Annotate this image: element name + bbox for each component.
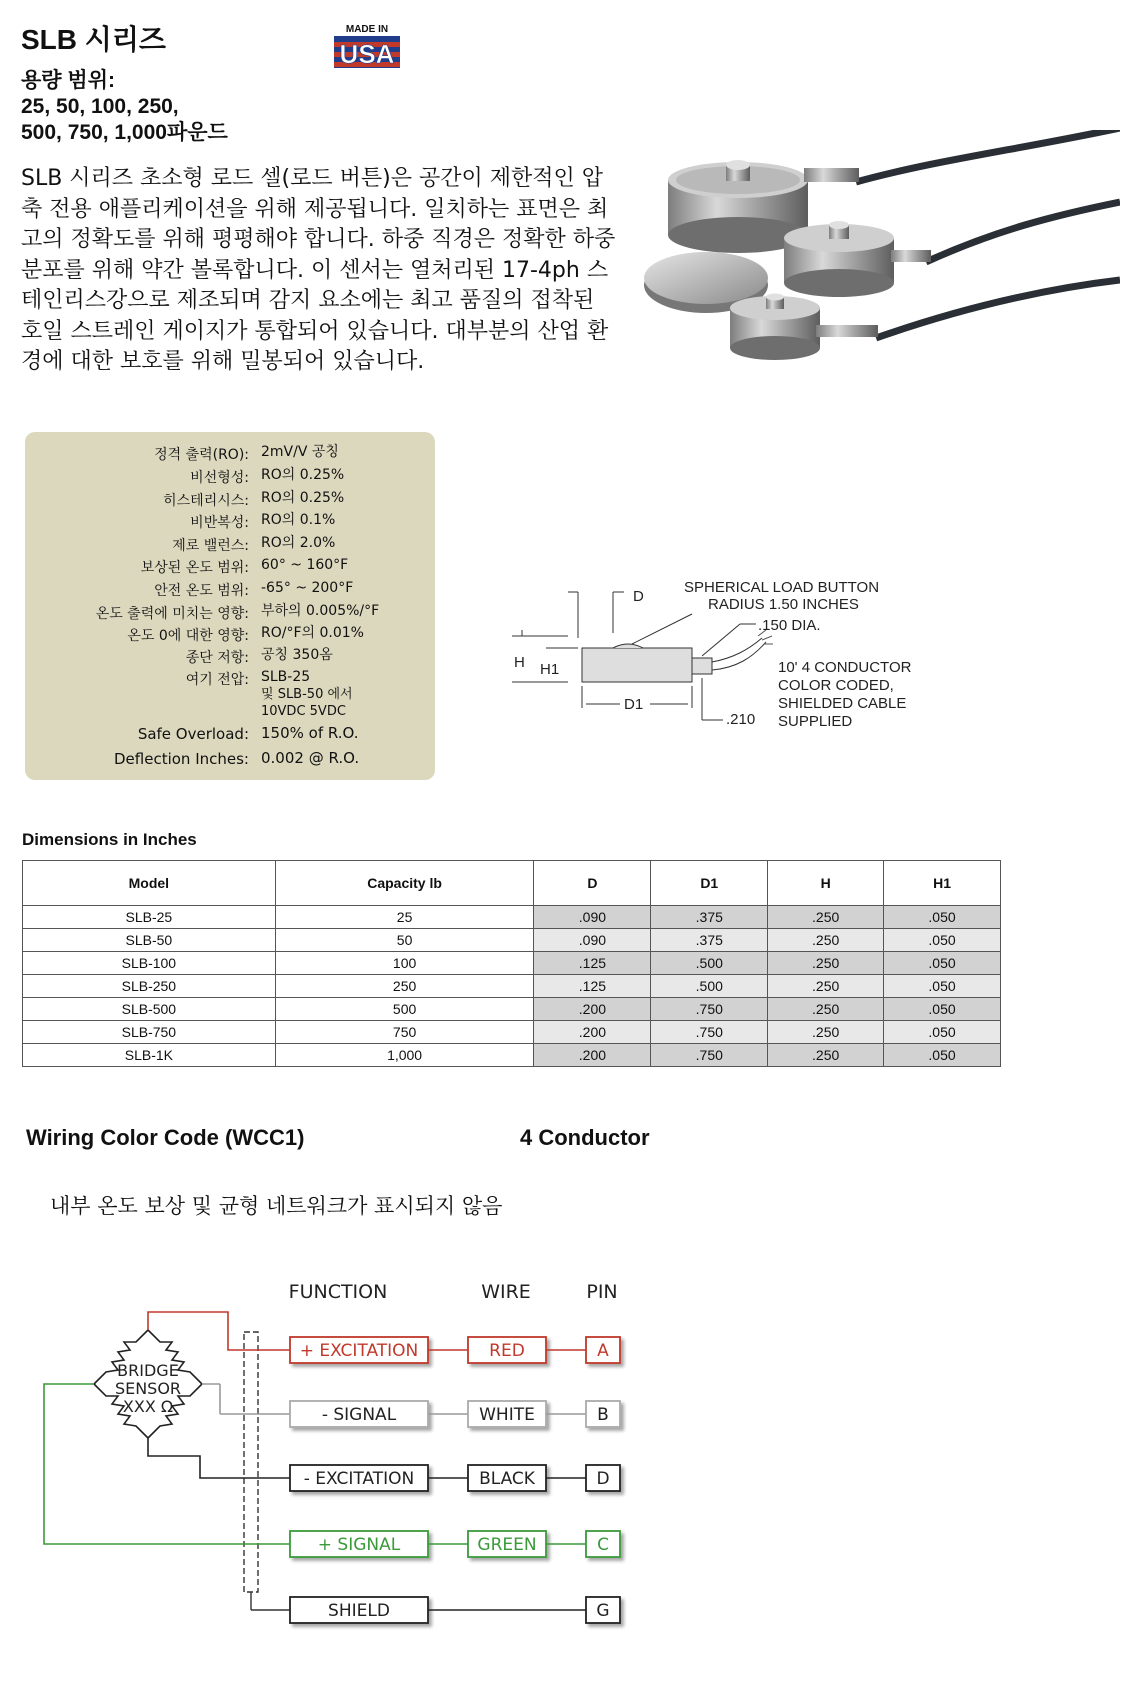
spec-label: 안전 온도 범위: [154, 583, 249, 599]
dimension-drawing [508, 578, 948, 738]
cell-model: SLB-1K [23, 1044, 276, 1067]
spec-label: Safe Overload: [137, 725, 249, 743]
spec-label: 보상된 온도 범위: [140, 560, 249, 576]
cell-capacity: 25 [275, 906, 534, 929]
cell-d1: .750 [651, 998, 768, 1021]
callout-load-button-line2: RADIUS 1.50 INCHES [708, 596, 859, 613]
row-pin-g: G [596, 1601, 610, 1621]
cell-d: .090 [534, 929, 651, 952]
col-header: H1 [884, 861, 1001, 906]
col-header: Model [23, 861, 276, 906]
cell-h: .250 [768, 1044, 884, 1067]
spec-label: 온도 출력에 미치는 영향: [95, 606, 249, 622]
cell-d: .200 [534, 1021, 651, 1044]
wiring-note: 내부 온도 보상 및 균형 네트워크가 표시되지 않음 [50, 1194, 503, 1218]
capacity-range [21, 68, 228, 146]
wiring-title: Wiring Color Code (WCC1) [26, 1125, 305, 1150]
capacity-values-line2: 500, 750, 1,000파운드 [21, 121, 228, 144]
callout-cable-line2: COLOR CODED, [778, 677, 894, 694]
product-photo [636, 130, 1120, 400]
callout-load-button-line1: SPHERICAL LOAD BUTTON [684, 579, 880, 596]
row-pin-a: A [597, 1341, 609, 1361]
col-header: H [768, 861, 884, 906]
cell-h1: .050 [884, 975, 1001, 998]
cell-model: SLB-25 [23, 906, 276, 929]
spec-value: 60° ~ 160°F [261, 557, 349, 573]
cell-h: .250 [768, 952, 884, 975]
row-function-shield: SHIELD [328, 1601, 390, 1621]
dim-d1-label: D1 [624, 696, 644, 713]
row-pin-c: C [597, 1535, 609, 1555]
product-description: SLB 시리즈 초소형 로드 셀(로드 버튼)은 공간이 제한적인 압축 전용 애플리케이션을 위해 제공됩니다. 일치하는 표면은 최고의 정확도를 위해 평평해야 합니다. 하중 직경은 정확한 하중 분포를 위해 약간 볼록합니다. 이 센서는 열처리된 17-4ph 스테인리스강으로 제조되며 감지 요소에는 최고 품질의 접착된 호일 스트레인 게이지가 통합되어 있습니다. 대부분의 산업 환경에 대한 보호를 위해 밀봉되어 있습니다. [21, 166, 616, 374]
row-function-excitation-minus: - EXCITATION [303, 1469, 415, 1489]
table-row [23, 975, 1001, 998]
spec-value-line: 및 SLB-50 에서 [261, 687, 353, 702]
spec-label: 히스테리시스: [163, 493, 249, 509]
spec-label: 제로 밸런스: [172, 538, 249, 554]
spec-value: RO의 2.0% [261, 535, 336, 551]
cell-d: .090 [534, 906, 651, 929]
cell-model: SLB-750 [23, 1021, 276, 1044]
spec-label: 정격 출력(RO): [154, 447, 249, 463]
spec-value: 0.002 @ R.O. [261, 749, 360, 767]
cell-d: .125 [534, 952, 651, 975]
cell-h1: .050 [884, 906, 1001, 929]
spec-value [261, 669, 353, 720]
cell-capacity: 500 [275, 998, 534, 1021]
spec-label: 종단 저항: [185, 650, 249, 666]
spec-value: RO의 0.1% [261, 512, 336, 528]
cell-model: SLB-500 [23, 998, 276, 1021]
conductor-count: 4 Conductor [520, 1125, 650, 1150]
cell-h1: .050 [884, 952, 1001, 975]
spec-value: RO/°F의 0.01% [261, 625, 364, 641]
cell-capacity: 100 [275, 952, 534, 975]
callout-cable-line4: SUPPLIED [778, 713, 853, 730]
dimensions-title: Dimensions in Inches [22, 830, 197, 849]
row-pin-d: D [596, 1469, 610, 1489]
bridge-label-line2: SENSOR [114, 1379, 182, 1398]
dim-h1-label: H1 [540, 661, 560, 678]
table-row [23, 929, 1001, 952]
spec-value: 공칭 350옴 [261, 647, 333, 663]
cell-h: .250 [768, 998, 884, 1021]
row-function-signal-plus: + SIGNAL [317, 1535, 401, 1555]
row-wire-black: BLACK [479, 1469, 535, 1489]
col-function-header: FUNCTION [288, 1281, 388, 1303]
cell-d: .200 [534, 1044, 651, 1067]
spec-label: 여기 전압: [185, 672, 249, 688]
badge-top-text: MADE IN [345, 24, 389, 35]
table-row [23, 906, 1001, 929]
cell-h: .250 [768, 906, 884, 929]
cell-d1: .750 [651, 1021, 768, 1044]
row-function-signal-minus: - SIGNAL [321, 1405, 397, 1425]
cell-h1: .050 [884, 929, 1001, 952]
cell-model: SLB-100 [23, 952, 276, 975]
spec-value: 부하의 0.005%/°F [261, 603, 380, 619]
table-row [23, 1044, 1001, 1067]
spec-value: RO의 0.25% [261, 490, 345, 506]
cell-d1: .375 [651, 906, 768, 929]
spec-value: RO의 0.25% [261, 467, 345, 483]
row-pin-b: B [597, 1405, 609, 1425]
callout-dia: .150 DIA. [758, 617, 821, 634]
badge-main-text: USA [339, 39, 395, 69]
cell-d1: .500 [651, 975, 768, 998]
col-header: D [534, 861, 651, 906]
cell-d: .200 [534, 998, 651, 1021]
dim-h-label: H [514, 654, 525, 671]
made-in-usa-logo [332, 22, 402, 72]
cell-d1: .375 [651, 929, 768, 952]
cell-capacity: 250 [275, 975, 534, 998]
callout-cable-line3: SHIELDED CABLE [778, 695, 907, 712]
cell-h: .250 [768, 975, 884, 998]
spec-label: 온도 0에 대한 영향: [127, 628, 249, 644]
table-row [23, 952, 1001, 975]
cell-d1: .500 [651, 952, 768, 975]
wiring-diagram [40, 1262, 690, 1662]
spec-value: -65° ~ 200°F [261, 580, 354, 596]
spec-value-line: SLB-25 [261, 669, 311, 685]
page-title: SLB 시리즈 [21, 24, 166, 55]
cell-h1: .050 [884, 1021, 1001, 1044]
spec-value: 150% of R.O. [261, 724, 359, 742]
table-header-row [23, 861, 1001, 906]
cell-d1: .750 [651, 1044, 768, 1067]
dim-210-label: .210 [726, 711, 756, 728]
cell-model: SLB-250 [23, 975, 276, 998]
spec-value: 2mV/V 공칭 [261, 444, 339, 460]
row-function-excitation-plus: + EXCITATION [299, 1341, 419, 1361]
cell-d: .125 [534, 975, 651, 998]
spec-label: 비선형성: [190, 470, 249, 486]
cell-capacity: 50 [275, 929, 534, 952]
capacity-label: 용량 범위: [21, 69, 115, 92]
row-wire-red: RED [489, 1341, 525, 1361]
col-header: D1 [651, 861, 768, 906]
cell-h: .250 [768, 1021, 884, 1044]
bridge-label-line1: BRIDGE [117, 1361, 179, 1380]
col-header: Capacity lb [275, 861, 534, 906]
table-row [23, 998, 1001, 1021]
capacity-values-line1: 25, 50, 100, 250, [21, 95, 179, 118]
specifications-panel [25, 432, 435, 780]
table-row [23, 1021, 1001, 1044]
bridge-label-line3: XXX Ω [122, 1397, 174, 1416]
cell-h1: .050 [884, 1044, 1001, 1067]
dimensions-table [22, 860, 1001, 1067]
callout-cable-line1: 10' 4 CONDUCTOR [778, 659, 912, 676]
cell-capacity: 1,000 [275, 1044, 534, 1067]
row-wire-white: WHITE [479, 1405, 535, 1425]
col-wire-header: WIRE [481, 1281, 531, 1303]
cell-h1: .050 [884, 998, 1001, 1021]
cell-h: .250 [768, 929, 884, 952]
col-pin-header: PIN [586, 1281, 618, 1303]
row-wire-green: GREEN [477, 1535, 537, 1555]
cell-capacity: 750 [275, 1021, 534, 1044]
spec-label: 비반복성: [190, 515, 249, 531]
cell-model: SLB-50 [23, 929, 276, 952]
dim-d-label: D [633, 588, 644, 605]
spec-value-line: 10VDC 5VDC [261, 704, 346, 719]
spec-label: Deflection Inches: [114, 750, 249, 768]
